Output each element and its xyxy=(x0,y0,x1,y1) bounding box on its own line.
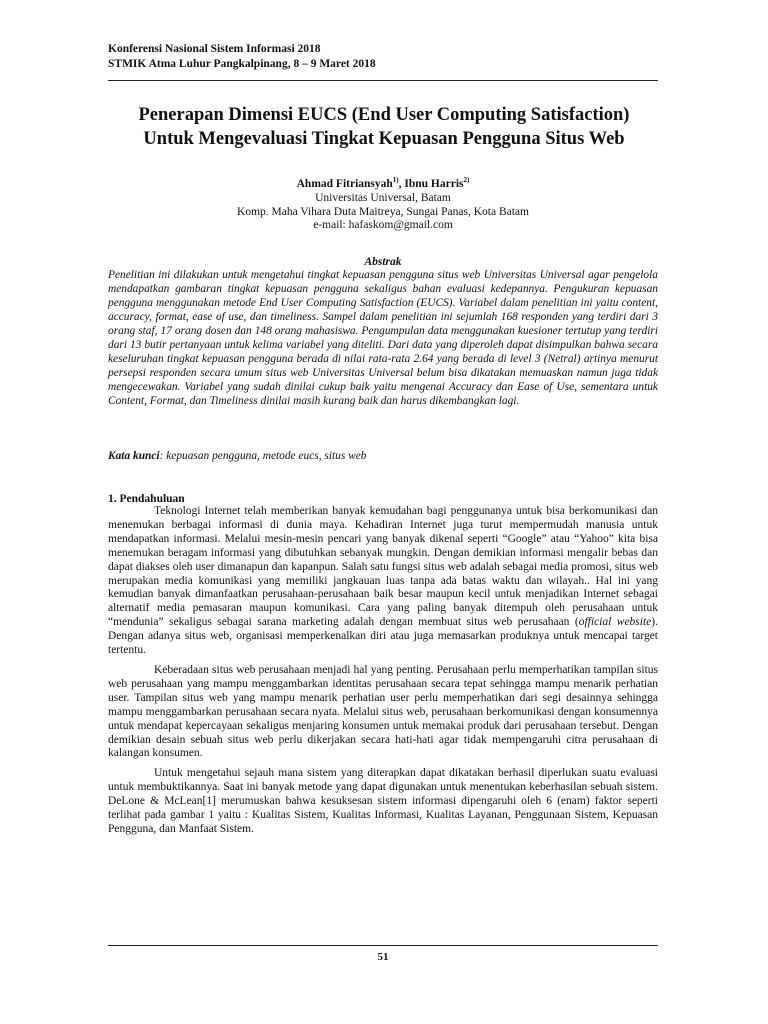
author-2-affil: 2) xyxy=(463,176,470,185)
paragraph-2: Keberadaan situs web perusahaan menjadi hal yang penting. Perusahaan perlu memperhatikan tampilan situs web perusahaan yang mampu menggambarkan identitas perusahaan secara tepat sehingga mampu menarik perhatian user. Tampilan situs web yang mampu menarik perhatian user perlu memperhatikan dari segi desainnya sehingga mampu menggambarkan perusahaan secara nyata. Melalui situs web, perusahaan berkomunikasi dengan konsumennya untuk mendapat kepercayaan sekaligus menjaring konsumen untuk memakai produk dari perusahaan tersebut. Dengan demikian desain sebuah situs web perlu dikerjakan secara hati-hati agar tidak mempengaruhi citra perusahaan di kalangan konsumen. xyxy=(108,663,658,760)
footer-rule xyxy=(108,945,658,946)
conference-venue: STMIK Atma Luhur Pangkalpinang, 8 – 9 Maret 2018 xyxy=(108,58,376,70)
paragraph-1-text: Teknologi Internet telah memberikan banyak kemudahan bagi penggunanya untuk bisa berkomunikasi dan menemukan berbagai informasi di dunia maya. Kehadiran Internet juga turut mempermudah manusia untuk mendapatkan informasi. Melalui mesin-mesin pencari yang banyak dikenal seperti “Google” atau “Yahoo” kita bisa menemukan beragam informasi yang dibutuhkan sebanyak mungkin. Dengan demikian informasi mengalir bebas dan dapat diakses oleh user dimanapun dan kapanpun. Salah satu fungsi situs web adalah sebagai media promosi, situs web merupakan media komunikasi yang memiliki jangkauan luas tanpa ada batas waktu dan wilayah.. Hal ini yang kemudian banyak dimanfaatkan perusahaan-perusahaan baik besar maupun kecil untuk menjadikan Internet sebagai alternatif media pemasaran maupun komunikasi. Cara yang paling banyak ditempuh oleh perusahaan untuk “mendunia” sekaligus sebagai sarana marketing adalah dengan membuat situs web perusahaan ( xyxy=(108,505,658,629)
header-rule xyxy=(108,80,658,81)
abstract-text: Penelitian ini dilakukan untuk mengetahui tingkat kepuasan pengguna situs web Universitas Universal agar pengelola mendapatkan gambaran tingkat kepuasan pengguna sekaligus bahan evaluasi kedepannya. Pengukuran kepuasan pengguna menggunakan metode End User Computing Satisfaction (EUCS). Variabel dalam penelitian ini yaitu content, accuracy, format, ease of use, dan timeliness. Sampel dalam penelitian ini sejumlah 168 responden yang terdiri dari 3 orang staf, 17 orang dosen dan 148 orang mahasiswa. Pengumpulan data menggunakan kuesioner tertutup yang terdiri dari 13 butir pertanyaan untuk kelima variabel yang diteliti. Dari data yang diperoleh dapat disimpulkan bahwa secara keseluruhan tingkat kepuasan pengguna berada di nilai rata-rata 2.64 yang berada di level 3 (Netral) artinya menurut persepsi responden secara umum situs web Universitas Universal belum bisa dikatakan memuaskan namun juga tidak mengecewakan. Variabel yang sudah dinilai cukup baik yaitu mengenai Accuracy dan Ease of Use, sementara untuk Content, Format, dan Timeliness dinilai masih kurang baik dan harus dikembangkan lagi. xyxy=(108,269,658,407)
author-2: Ibnu Harris xyxy=(404,178,464,190)
paragraph-1-tail: ). Dengan adanya situs web, organisasi memperkenalkan diri atau juga memasarkan produknya untuk mencapai target tertentu. xyxy=(108,616,658,657)
conference-name: Konferensi Nasional Sistem Informasi 2018 xyxy=(108,43,321,55)
paragraph-1-italic: official website xyxy=(578,616,652,629)
email: e-mail: hafaskom@gmail.com xyxy=(313,219,453,232)
title-line-2: Untuk Mengevaluasi Tingkat Kepuasan Pengguna Situs Web xyxy=(143,129,625,149)
running-header xyxy=(108,42,376,72)
author-names xyxy=(108,178,658,192)
keywords-label: Kata kunci xyxy=(108,450,160,462)
author-separator: , xyxy=(398,178,405,190)
keywords xyxy=(108,450,658,462)
author-block xyxy=(108,178,658,233)
address: Komp. Maha Vihara Duta Maitreya, Sungai Panas, Kota Batam xyxy=(237,205,529,218)
paragraph-1 xyxy=(108,505,658,658)
page-number: 51 xyxy=(377,951,389,963)
abstract-heading: Abstrak xyxy=(364,256,402,268)
paragraph-3: Untuk mengetahui sejauh mana sistem yang diterapkan dapat dikatakan berhasil diperlukan suatu evaluasi untuk membuktikannya. Saat ini banyak metode yang dapat digunakan untuk menentukan keberhasilan sebuah sistem. DeLone & McLean[1] merumuskan bahwa kesuksesan sistem informasi dipengaruhi oleh 6 (enam) faktor seperti terlihat pada gambar 1 yaitu : Kualitas Sistem, Kualitas Informasi, Kualitas Layanan, Penggunaan Sistem, Kepuasan Pengguna, dan Manfaat Sistem. xyxy=(108,767,658,835)
affiliation: Universitas Universal, Batam xyxy=(315,191,451,204)
author-1-affil: 1) xyxy=(392,176,399,185)
paper-title xyxy=(100,103,668,151)
section-heading: 1. Pendahuluan xyxy=(108,493,185,505)
keywords-text: : kepuasan pengguna, metode eucs, situs web xyxy=(159,450,367,462)
title-line-1: Penerapan Dimensi EUCS (End User Computing Satisfaction) xyxy=(138,105,630,125)
section-body xyxy=(108,505,658,837)
author-1: Ahmad Fitriansyah xyxy=(296,178,393,190)
